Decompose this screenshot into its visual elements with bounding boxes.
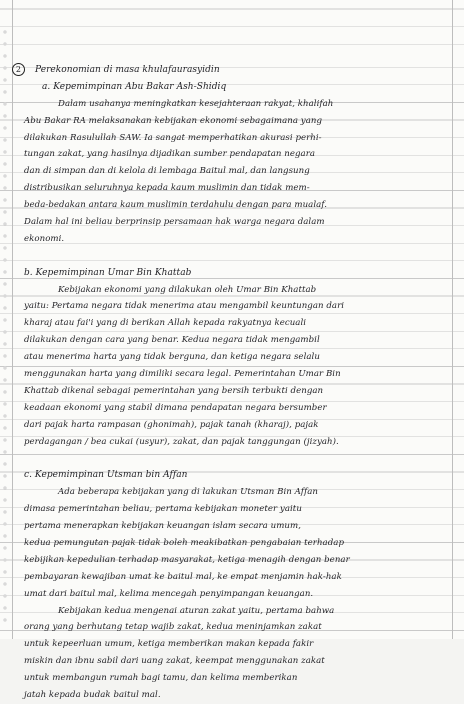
binder-holes [3, 30, 7, 630]
section-c-line: orang yang berhutang tetap wajib zakat, kedua meninjamkan zakat [24, 622, 322, 633]
section-c-line: Kebijakan kedua mengenai aturan zakat yaitu, pertama bahwa [58, 605, 335, 616]
section-b-line: Kebijakan ekonomi yang dilakukan oleh Umar Bin Khattab [58, 284, 317, 295]
section-c-line: kebijikan kepedulian terhadap masyarakat, ketiga menagih dengan benar [24, 554, 350, 565]
section-a-line: ekonomi. [24, 233, 65, 244]
section-a-heading: a. Kepemimpinan Abu Bakar Ash-Shidiq [42, 81, 227, 92]
section-a-line: dilakukan Rasulullah SAW. Ia sangat memperhatikan akurasi perhi- [24, 132, 322, 143]
section-a-line: tungan zakat, yang hasilnya dijadikan sumber pendapatan negara [24, 149, 316, 160]
section-c-line: umat dari baitul mal, kelima mencegah penyimpangan keuangan. [24, 588, 314, 599]
section-c-line: untuk membangun rumah bagi tamu, dan kelima memberikan [24, 673, 298, 684]
section-b-line: kharaj atau fai'i yang di berikan Allah kepada rakyatnya kecuali [24, 318, 307, 329]
section-a-line: Abu Bakar RA melaksanakan kebijakan ekonomi sebagaimana yang [24, 115, 322, 126]
blank-line [12, 450, 452, 467]
section-c-line: dimasa pemerintahan beliau, pertama kebijakan moneter yaitu [24, 504, 302, 515]
section-b-line: dari pajak harta rampasan (ghonimah), pajak tanah (kharaj), pajak [24, 419, 319, 430]
section-c-line: kedua pemungutan pajak tidak boleh meakibatkan pengabaian terhadap [24, 537, 344, 548]
section-b-line: dilakukan dengan cara yang benar. Kedua negara tidak mengambil [24, 335, 320, 346]
section-b-line: keadaan ekonomi yang stabil dimana pendapatan negara bersumber [24, 402, 327, 413]
section-a-line: distribusikan seluruhnya kepada kaum muslimin dan tidak mem- [24, 183, 310, 194]
handwritten-content [12, 62, 452, 704]
page-number: 2 [12, 63, 25, 76]
blank-line [12, 248, 452, 265]
section-c-line: untuk kepeerluan umum, ketiga memberikan makan kepada fakir [24, 639, 314, 650]
section-b-line: atau menerima harta yang tidak berguna, dan ketiga negara selalu [24, 352, 320, 363]
section-b-line: Khattab dikenal sebagai pemerintahan yang bersih terbukti dengan [24, 385, 324, 396]
section-c-line: pertama menerapkan kebijakan keuangan islam secara umum, [24, 521, 301, 532]
section-c-line: pembayaran kewajiban umat ke baitul mal, ke empat menjamin hak-hak [24, 571, 342, 582]
section-c-line: miskin dan ibnu sabil dari uang zakat, keempat menggunakan zakat [24, 656, 325, 667]
section-a-line: Dalam hal ini beliau berprinsip persamaan hak warga negara dalam [24, 217, 325, 228]
section-a-line: Dalam usahanya meningkatkan kesejahteraan rakyat, khalifah [58, 98, 334, 109]
section-b-line: menggunakan harta yang dimiliki secara legal. Pemerintahan Umar Bin [24, 369, 341, 380]
section-b-heading: b. Kepemimpinan Umar Bin Khattab [24, 267, 192, 278]
page-title: Perekonomian di masa khulafaurasyidin [35, 65, 220, 75]
section-c-line: jatah kepada budak baitul mal. [24, 689, 161, 700]
section-a-line: dan di simpan dan di kelola di lembaga Baitul mal, dan langsung [24, 166, 310, 177]
section-c-heading: c. Kepemimpinan Utsman bin Affan [24, 470, 188, 481]
section-b-line: perdagangan / bea cukai (usyur), zakat, dan pajak tanggungan (jizyah). [24, 436, 339, 447]
section-b-line: yaitu: Pertama negara tidak menerima atau mengambil keuntungan dari [24, 301, 345, 312]
section-a-line: beda-bedakan antara kaum muslimin terdahulu dengan para mualaf. [24, 200, 328, 211]
margin-line-right [452, 0, 453, 639]
section-c-line: Ada beberapa kebijakan yang di lakukan Utsman Bin Affan [58, 487, 318, 498]
page-heading [12, 62, 452, 79]
